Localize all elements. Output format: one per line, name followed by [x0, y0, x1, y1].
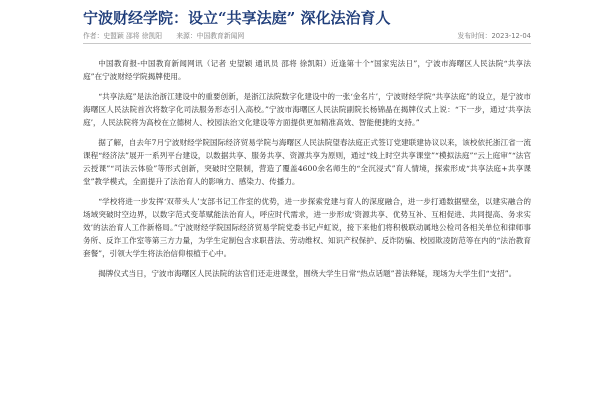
meta-left [83, 30, 256, 40]
article-title: 宁波财经学院：设立“共享法庭” 深化法治育人 [83, 9, 391, 27]
article-body [83, 57, 531, 287]
paragraph: 据了解，自去年7月宁波财经学院国际经济贸易学院与海曙区人民法院望春法庭正式签订党建联建协议以来，该校依托浙江省一流课程“经济法”展开一系列平台建设，以数据共享、服务共享、资源共享为原则，通过“线上时空共享课堂”“模拟法庭”“云上庭审”“法官云授课”“司法云体验”等形式创新，突破时空限制，营造了覆盖4600余名师生的“全沉浸式”育人情境，探索形成“共享法庭+共享课堂”教学模式，全面提升了法治育人的影响力、感染力、传播力。 [83, 138, 531, 186]
paragraph: 揭牌仪式当日，宁波市海曙区人民法院的法官们还走进课堂，围绕大学生日常“热点话题”普法释疑，现场为大学生们“支招”。 [98, 269, 517, 278]
paragraph: “学校将进一步发挥‘双带头人’支部书记工作室的优势，进一步探索党建与育人的深度融合，进一步打通数据壁垒，以建实融合的场域突破时空边界，以数字范式变革赋能法治育人，呼应时代需求，进一步形成‘资源共享、优势互补、互相促进、共同提高、务求实效’的法治育人工作新格局。”宁波财经学院国际经济贸易学院党委书记卢虹说，接下来他们将积极联动属地公检司各相关单位和律师事务所、反诈工作室等第三方力量，为学生定制包含求职普法、劳动维权、知识产权保护、反诈防骗、校园欺凌防范等在内的“法治教育套餐”，引领大学生将法治信仰根植于心中。 [83, 197, 531, 258]
paragraph: “共享法庭”是法治浙江建设中的重要创新，是浙江法院数字化建设中的一张‘金名片’，宁波财经学院“共享法庭”的设立，是宁波市海曙区人民法院首次将数字化司法服务形态引入高校。”宁波市海曙区人民法院副院长杨锦晶在揭牌仪式上说：“下一步，通过‘共享法庭’，人民法院将为高校在立德树人、校园法治文化建设等方面提供更加精准高效、智能便捷的支持。” [83, 92, 531, 127]
author-line: 作者：史盟颖 邵将 徐凯阳 [83, 32, 163, 40]
title-divider [83, 43, 531, 44]
source-line: 来源：中国教育新闻网 [176, 32, 245, 40]
article-meta [83, 30, 531, 42]
paragraph: 中国教育报-中国教育新闻网讯（记者 史望颖 通讯员 邵将 徐凯阳）近逢第十个“国家宪法日”，宁波市海曙区人民法院“共享法庭”在宁波财经学院揭牌使用。 [83, 59, 531, 81]
publish-date: 发布时间：2023-12-04 [457, 32, 531, 40]
